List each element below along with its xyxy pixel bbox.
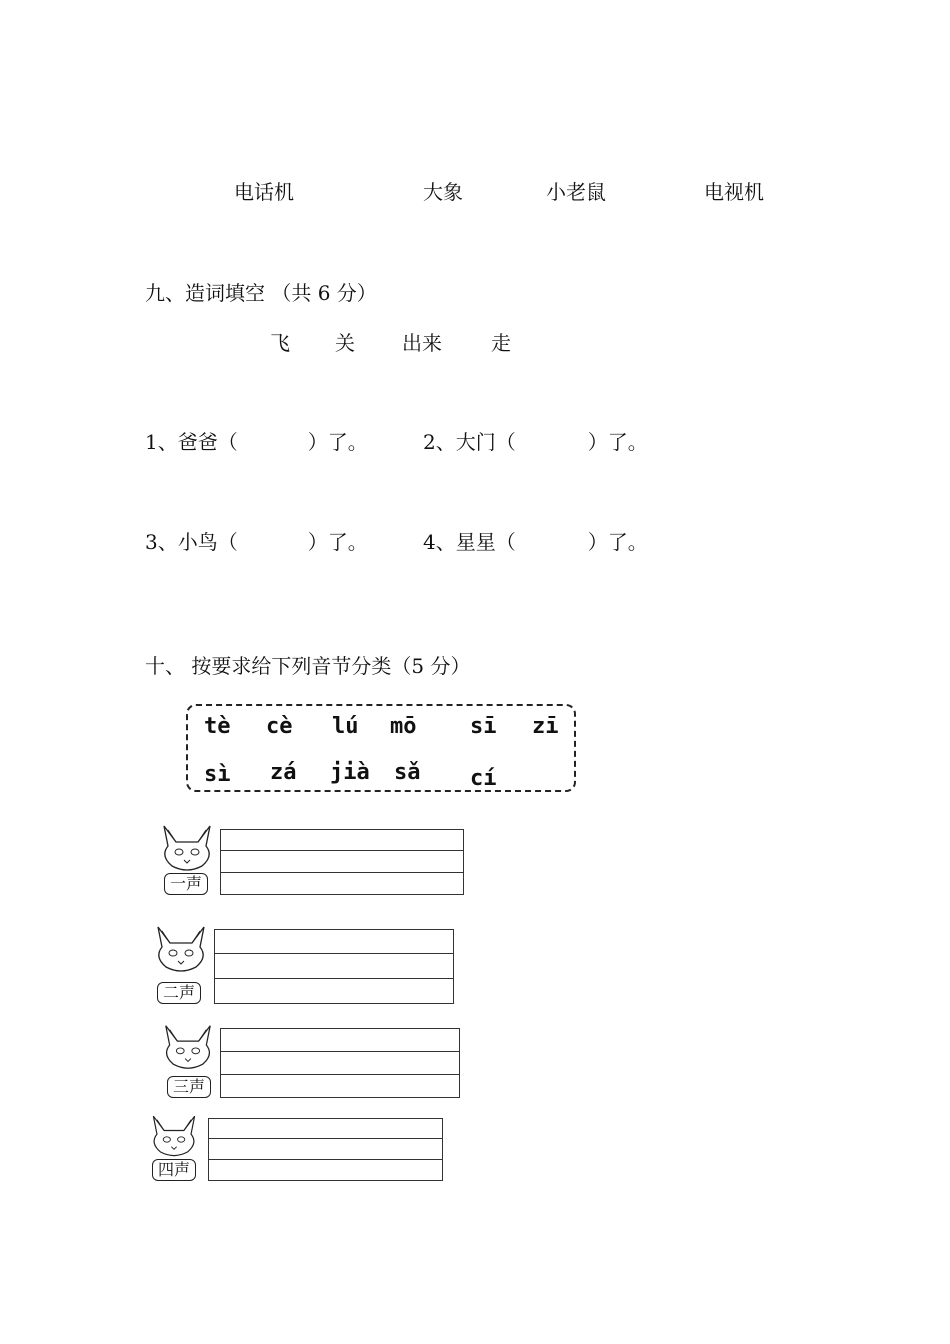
answer-lines-second[interactable]	[214, 929, 454, 1004]
question-number: 3、	[145, 530, 178, 554]
fox-head-icon	[148, 1112, 200, 1158]
word-elephant: 大象	[423, 180, 463, 204]
answer-lines-third[interactable]	[220, 1028, 460, 1098]
question-4	[423, 526, 648, 555]
question-number: 4、	[423, 530, 456, 554]
section10-title: 十、 按要求给下列音节分类（5 分）	[145, 654, 471, 678]
fox-head-icon	[160, 1020, 216, 1072]
open-paren: （	[217, 430, 238, 454]
open-paren: （	[495, 430, 516, 454]
syllable: mō	[390, 714, 417, 739]
syllable: sì	[204, 762, 231, 787]
syllable: lú	[332, 714, 359, 739]
tone-label-third: 三声	[167, 1076, 211, 1098]
syllable: sī	[470, 714, 497, 739]
question-subject: 星星	[455, 530, 496, 554]
close-paren: ）了。	[587, 430, 648, 454]
syllable: sǎ	[394, 760, 421, 785]
question-subject: 爸爸	[177, 430, 218, 454]
choice-walk: 走	[491, 331, 511, 355]
section9-title: 九、造词填空 （共 6 分）	[145, 281, 377, 305]
answer-lines-first[interactable]	[220, 829, 464, 895]
close-paren: ）了。	[307, 430, 368, 454]
answer-lines-fourth[interactable]	[208, 1118, 443, 1181]
question-subject: 小鸟	[177, 530, 218, 554]
syllable: zá	[270, 760, 297, 785]
close-paren: ）了。	[587, 530, 648, 554]
word-mouse: 小老鼠	[546, 180, 606, 204]
close-paren: ）了。	[307, 530, 368, 554]
question-number: 1、	[145, 430, 178, 454]
syllable: jià	[330, 760, 370, 785]
open-paren: （	[495, 530, 516, 554]
word-telephone: 电话机	[234, 180, 294, 204]
fox-head-icon	[152, 920, 210, 976]
choice-fly: 飞	[270, 331, 290, 355]
syllable: cí	[470, 766, 497, 791]
word-tv: 电视机	[704, 180, 764, 204]
question-3	[145, 526, 368, 555]
tone-label-first: 一声	[164, 873, 208, 895]
choice-close: 关	[335, 331, 355, 355]
syllable: tè	[204, 714, 231, 739]
question-2	[423, 426, 648, 455]
question-1	[145, 426, 368, 455]
open-paren: （	[217, 530, 238, 554]
syllable-box	[186, 704, 576, 792]
tone-label-fourth: 四声	[152, 1159, 196, 1181]
choice-come-out: 出来	[402, 331, 442, 355]
syllable: zī	[532, 714, 559, 739]
question-subject: 大门	[455, 430, 496, 454]
syllable: cè	[266, 714, 293, 739]
tone-label-second: 二声	[157, 982, 201, 1004]
fox-head-icon	[158, 822, 216, 872]
question-number: 2、	[423, 430, 456, 454]
